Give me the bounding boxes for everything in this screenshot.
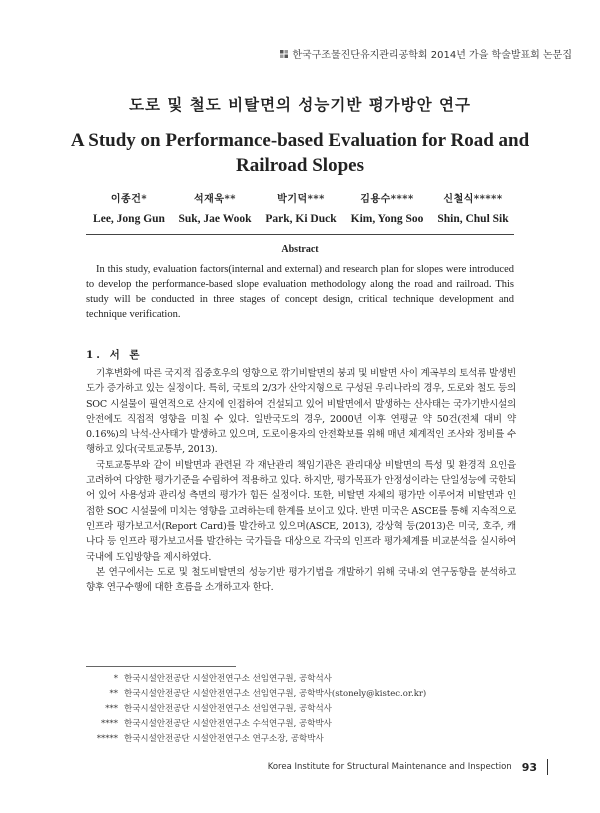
footnote: [86, 702, 426, 717]
footnote-text: 한국시설안전공단 시설안전연구소 연구소장, 공학박사: [124, 734, 324, 744]
footnote-text: 한국시설안전공단 시설안전연구소 수석연구원, 공학박사: [124, 719, 332, 729]
author: [344, 190, 430, 225]
footnote-text: 한국시설안전공단 시설안전연구소 선임연구원, 공학석사: [124, 704, 332, 714]
abstract-paragraph: In this study, evaluation factors(internal and external) and research plan for slopes were introduced to develop the performance-based slope evaluation methodology along the road and railroad. This study will be conducted in three stages of concept design, critical technique development and technique verification.: [86, 264, 514, 320]
paper-title-korean: 도로 및 철도 비탈면의 성능기반 평가방안 연구: [129, 95, 471, 114]
footnote: [86, 672, 426, 687]
footer-divider: [547, 759, 548, 775]
page-number: 93: [521, 760, 537, 774]
footnote-divider: [86, 666, 236, 667]
author-name-english: Suk, Jae Wook: [178, 213, 252, 225]
abstract-body: [86, 262, 514, 322]
footnote: [86, 717, 426, 732]
author-name-korean: 김용수****: [360, 194, 414, 205]
footnote-mark: *****: [96, 734, 118, 744]
author: [430, 190, 516, 225]
bullet-icon: [280, 50, 288, 58]
author-name-korean: 석재욱**: [194, 194, 236, 205]
footnotes: [86, 672, 426, 747]
footnote-text: 한국시설안전공단 시설안전연구소 선임연구원, 공학박사(stonely@kistec.or.kr): [124, 689, 427, 699]
journal-header-text: 한국구조물진단유지관리공학회 2014년 가을 학술발표회 논문집: [292, 50, 572, 61]
author-divider: [86, 234, 514, 235]
footnote-mark: *: [113, 674, 118, 684]
body-paragraph: 기후변화에 따른 국지적 집중호우의 영향으로 깎기비탈면의 붕괴 및 비탈면 사이 계곡부의 토석류 발생빈도가 증가하고 있는 실정이다. 특히, 국토의 2/3가 산악지형으로 구성된 우리나라의 경우, 도로와 철도 등의 SOC 시설물이 필연적으로 산지에 인접하여 건설되고 있어 비탈면에서 발생하는 산사태는 국가기반시설의 안전에도 직접적 영향을 미칠 수 있다. 일반국도의 경우, 2000년 이후 연평균 약 50건(전체 대비 약 0.16%)의 낙석·산사태가 발생하고 있으며, 도로이용자의 안전확보를 위해 매년 체계적인 조사와 정비를 수행하고 있다(국토교통부, 2013).: [86, 368, 516, 456]
footnote: [86, 687, 426, 702]
author-name-korean: 신철식*****: [443, 194, 503, 205]
author: [258, 190, 344, 225]
footnote-mark: ****: [101, 719, 118, 729]
page-footer: [268, 759, 548, 775]
section-heading: 1. 서 론: [86, 349, 143, 361]
footnote-text: 한국시설안전공단 시설안전연구소 선임연구원, 공학석사: [124, 674, 332, 684]
body-paragraph: 국토교통부와 같이 비탈면과 관련된 각 재난관리 책임기관은 관리대상 비탈면의 특성 및 환경적 요인을 고려하여 다양한 평가기준을 수립하여 적용하고 있다. 하지만, 평가목표가 안정성이라는 단일성능에 국한되어 있어 사용성과 관리성 측면의 평가가 힘든 실정이다. 또한, 비탈면 자체의 평가만 이루어져 비탈면과 인접한 SOC 시설물에 미치는 영향을 고려하는데 한계를 보이고 있다. 반면 미국은 ASCE를 통해 지속적으로 인프라 평가보고서(Report Card)를 발간하고 있으며(ASCE, 2013), 강상혁 등(2013)은 미국, 호주, 캐나다 등 인프라 평가보고서를 발간하는 국가들을 대상으로 각국의 인프라 평가체계를 비교분석을 실시하여 국내에 도입방향을 제시하였다.: [86, 459, 516, 563]
author-list: [86, 190, 516, 225]
footnote-mark: ***: [105, 704, 118, 714]
author-name-english: Kim, Yong Soo: [350, 213, 424, 225]
footnote: [86, 732, 426, 747]
journal-header: [280, 46, 572, 61]
author-name-korean: 이종건*: [110, 194, 148, 205]
author: [86, 190, 172, 225]
author-name-english: Shin, Chul Sik: [437, 213, 509, 225]
body-text: [86, 366, 516, 595]
paper-title-english: A Study on Performance-based Evaluation for Road and Railroad Slopes: [70, 130, 530, 176]
abstract-heading: Abstract: [281, 244, 319, 255]
body-paragraph: 본 연구에서는 도로 및 철도비탈면의 성능기반 평가기법을 개발하기 위해 국내·외 연구동향을 분석하고 향후 연구수행에 대한 흐름을 소개하고자 한다.: [86, 566, 516, 594]
footer-organization: Korea Institute for Structural Maintenance and Inspection: [267, 762, 512, 772]
author-name-korean: 박기덕***: [277, 194, 325, 205]
author-name-english: Park, Ki Duck: [265, 213, 337, 225]
author-name-english: Lee, Jong Gun: [93, 213, 165, 225]
footnote-mark: **: [109, 689, 118, 699]
author: [172, 190, 258, 225]
